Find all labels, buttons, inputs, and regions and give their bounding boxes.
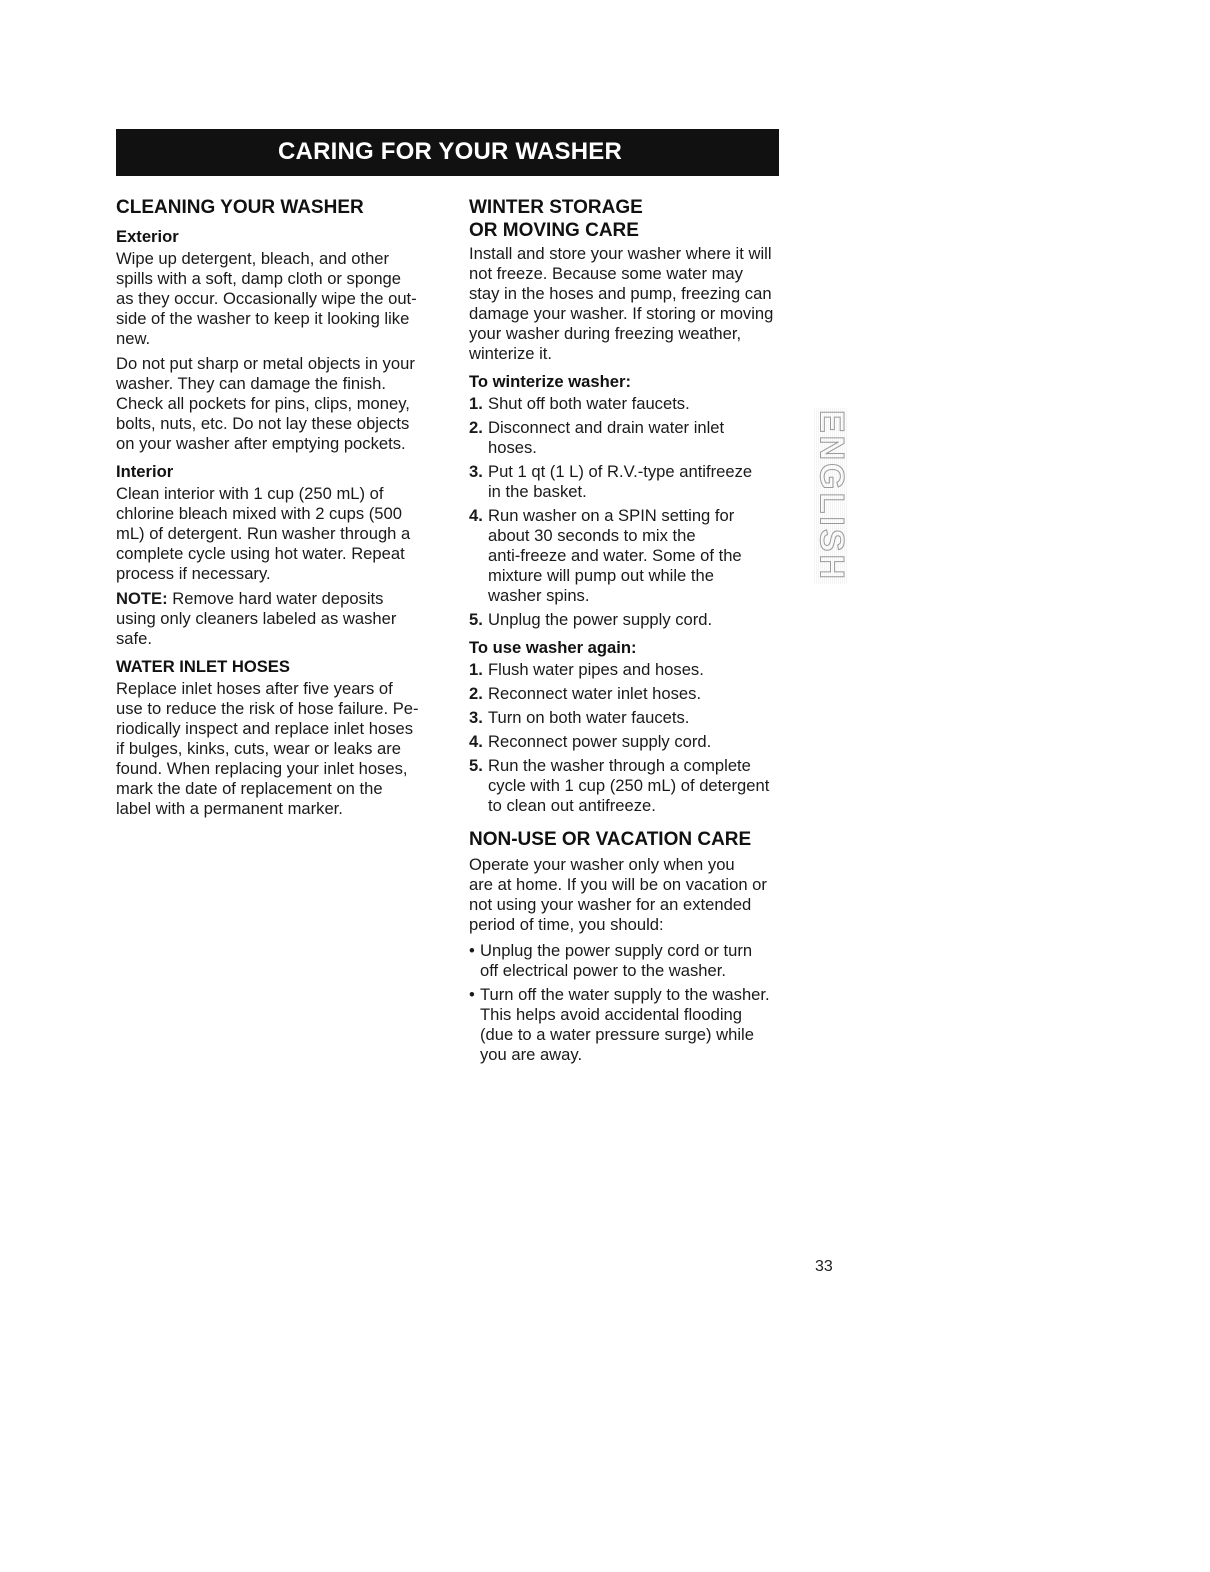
- step-number: 2.: [469, 684, 483, 703]
- bullet-mark: •: [469, 985, 475, 1004]
- hoses-heading: WATER INLET HOSES: [116, 657, 290, 676]
- note-text: Remove hard water deposits using only cleaners labeled as washer safe.: [116, 589, 397, 648]
- banner-title: CARING FOR YOUR WASHER: [278, 138, 622, 165]
- step-number: 3.: [469, 708, 483, 727]
- list-item: [469, 756, 804, 816]
- list-item: [469, 985, 804, 1065]
- list-item: [469, 610, 804, 630]
- step-number: 5.: [469, 610, 483, 629]
- note-paragraph: [116, 589, 446, 649]
- list-item: [469, 684, 804, 704]
- vacation-heading: NON-USE OR VACATION CARE: [469, 829, 752, 850]
- hoses-paragraph: Replace inlet hoses after five years of use to reduce the risk of hose failure. Pe- riodically inspect and replace inlet hoses if bulges, kinks, cuts, wear or leaks are found. When replacing your inlet hoses, mark the date of replacement on the label with a permanent marker.: [116, 679, 419, 818]
- step-text: Turn on both water faucets.: [488, 708, 690, 727]
- exterior-heading: Exterior: [116, 227, 179, 246]
- list-item: [469, 941, 804, 981]
- interior-paragraph: Clean interior with 1 cup (250 mL) of chlorine bleach mixed with 2 cups (500 mL) of detergent. Run washer through a complete cycle using hot water. Repeat process if necessary.: [116, 484, 411, 583]
- list-item: [469, 708, 804, 728]
- step-number: 1.: [469, 394, 483, 413]
- step-number: 5.: [469, 756, 483, 775]
- step-number: 4.: [469, 732, 483, 751]
- vacation-intro: Operate your washer only when you are at home. If you will be on vacation or not using your washer for an extended period of time, you should:: [469, 855, 767, 934]
- list-item: [469, 506, 804, 606]
- cleaning-heading: CLEANING YOUR WASHER: [116, 197, 364, 218]
- step-number: 3.: [469, 462, 483, 481]
- step-text: Put 1 qt (1 L) of R.V.-type antifreeze in the basket.: [488, 462, 753, 501]
- list-item: [469, 732, 804, 752]
- winter-heading: WINTER STORAGE OR MOVING CARE: [469, 197, 643, 241]
- reuse-steps: [469, 660, 804, 816]
- step-text: Unplug the power supply cord.: [488, 610, 713, 629]
- winterize-steps: [469, 394, 804, 630]
- list-item: [469, 394, 804, 414]
- step-text: Reconnect water inlet hoses.: [488, 684, 702, 703]
- step-text: Flush water pipes and hoses.: [488, 660, 704, 679]
- step-number: 1.: [469, 660, 483, 679]
- step-text: Reconnect power supply cord.: [488, 732, 712, 751]
- list-item: [469, 462, 804, 502]
- list-item: [469, 418, 804, 458]
- step-text: Run washer on a SPIN setting for about 30 seconds to mix the anti-freeze and water. Some of the mixture will pump out while the washer spins.: [488, 506, 742, 605]
- winterize-heading: To winterize washer:: [469, 372, 631, 391]
- section-banner: [116, 129, 779, 176]
- language-tab: [812, 408, 851, 584]
- step-number: 4.: [469, 506, 483, 525]
- vacation-bullets: [469, 941, 804, 1065]
- note-label: NOTE:: [116, 589, 168, 608]
- winter-intro: Install and store your washer where it will not freeze. Because some water may stay in the hoses and pump, freezing can damage your washer. If storing or moving your washer during freezing weather, winterize it.: [469, 244, 774, 363]
- exterior-paragraph-1: Wipe up detergent, bleach, and other spills with a soft, damp cloth or sponge as they occur. Occasionally wipe the out- side of the washer to keep it looking like new.: [116, 249, 417, 348]
- exterior-paragraph-2: Do not put sharp or metal objects in your washer. They can damage the finish. Check all pockets for pins, clips, money, bolts, nuts, etc. Do not lay these objects on your washer after emptying pockets.: [116, 354, 415, 453]
- step-text: Run the washer through a complete cycle with 1 cup (250 mL) of detergent to clean out antifreeze.: [488, 756, 770, 815]
- step-number: 2.: [469, 418, 483, 437]
- left-column: [116, 196, 446, 819]
- step-text: Disconnect and drain water inlet hoses.: [488, 418, 725, 457]
- bullet-text: Turn off the water supply to the washer. This helps avoid accidental flooding (due to a water pressure surge) while you are away.: [480, 985, 770, 1064]
- interior-heading: Interior: [116, 462, 174, 481]
- bullet-mark: •: [469, 941, 475, 960]
- bullet-text: Unplug the power supply cord or turn off electrical power to the washer.: [480, 941, 753, 980]
- list-item: [469, 660, 804, 680]
- language-tab-label: ENGLISH: [812, 409, 851, 583]
- right-column: [469, 196, 804, 1065]
- page-number: 33: [815, 1258, 833, 1275]
- reuse-heading: To use washer again:: [469, 638, 637, 657]
- step-text: Shut off both water faucets.: [488, 394, 690, 413]
